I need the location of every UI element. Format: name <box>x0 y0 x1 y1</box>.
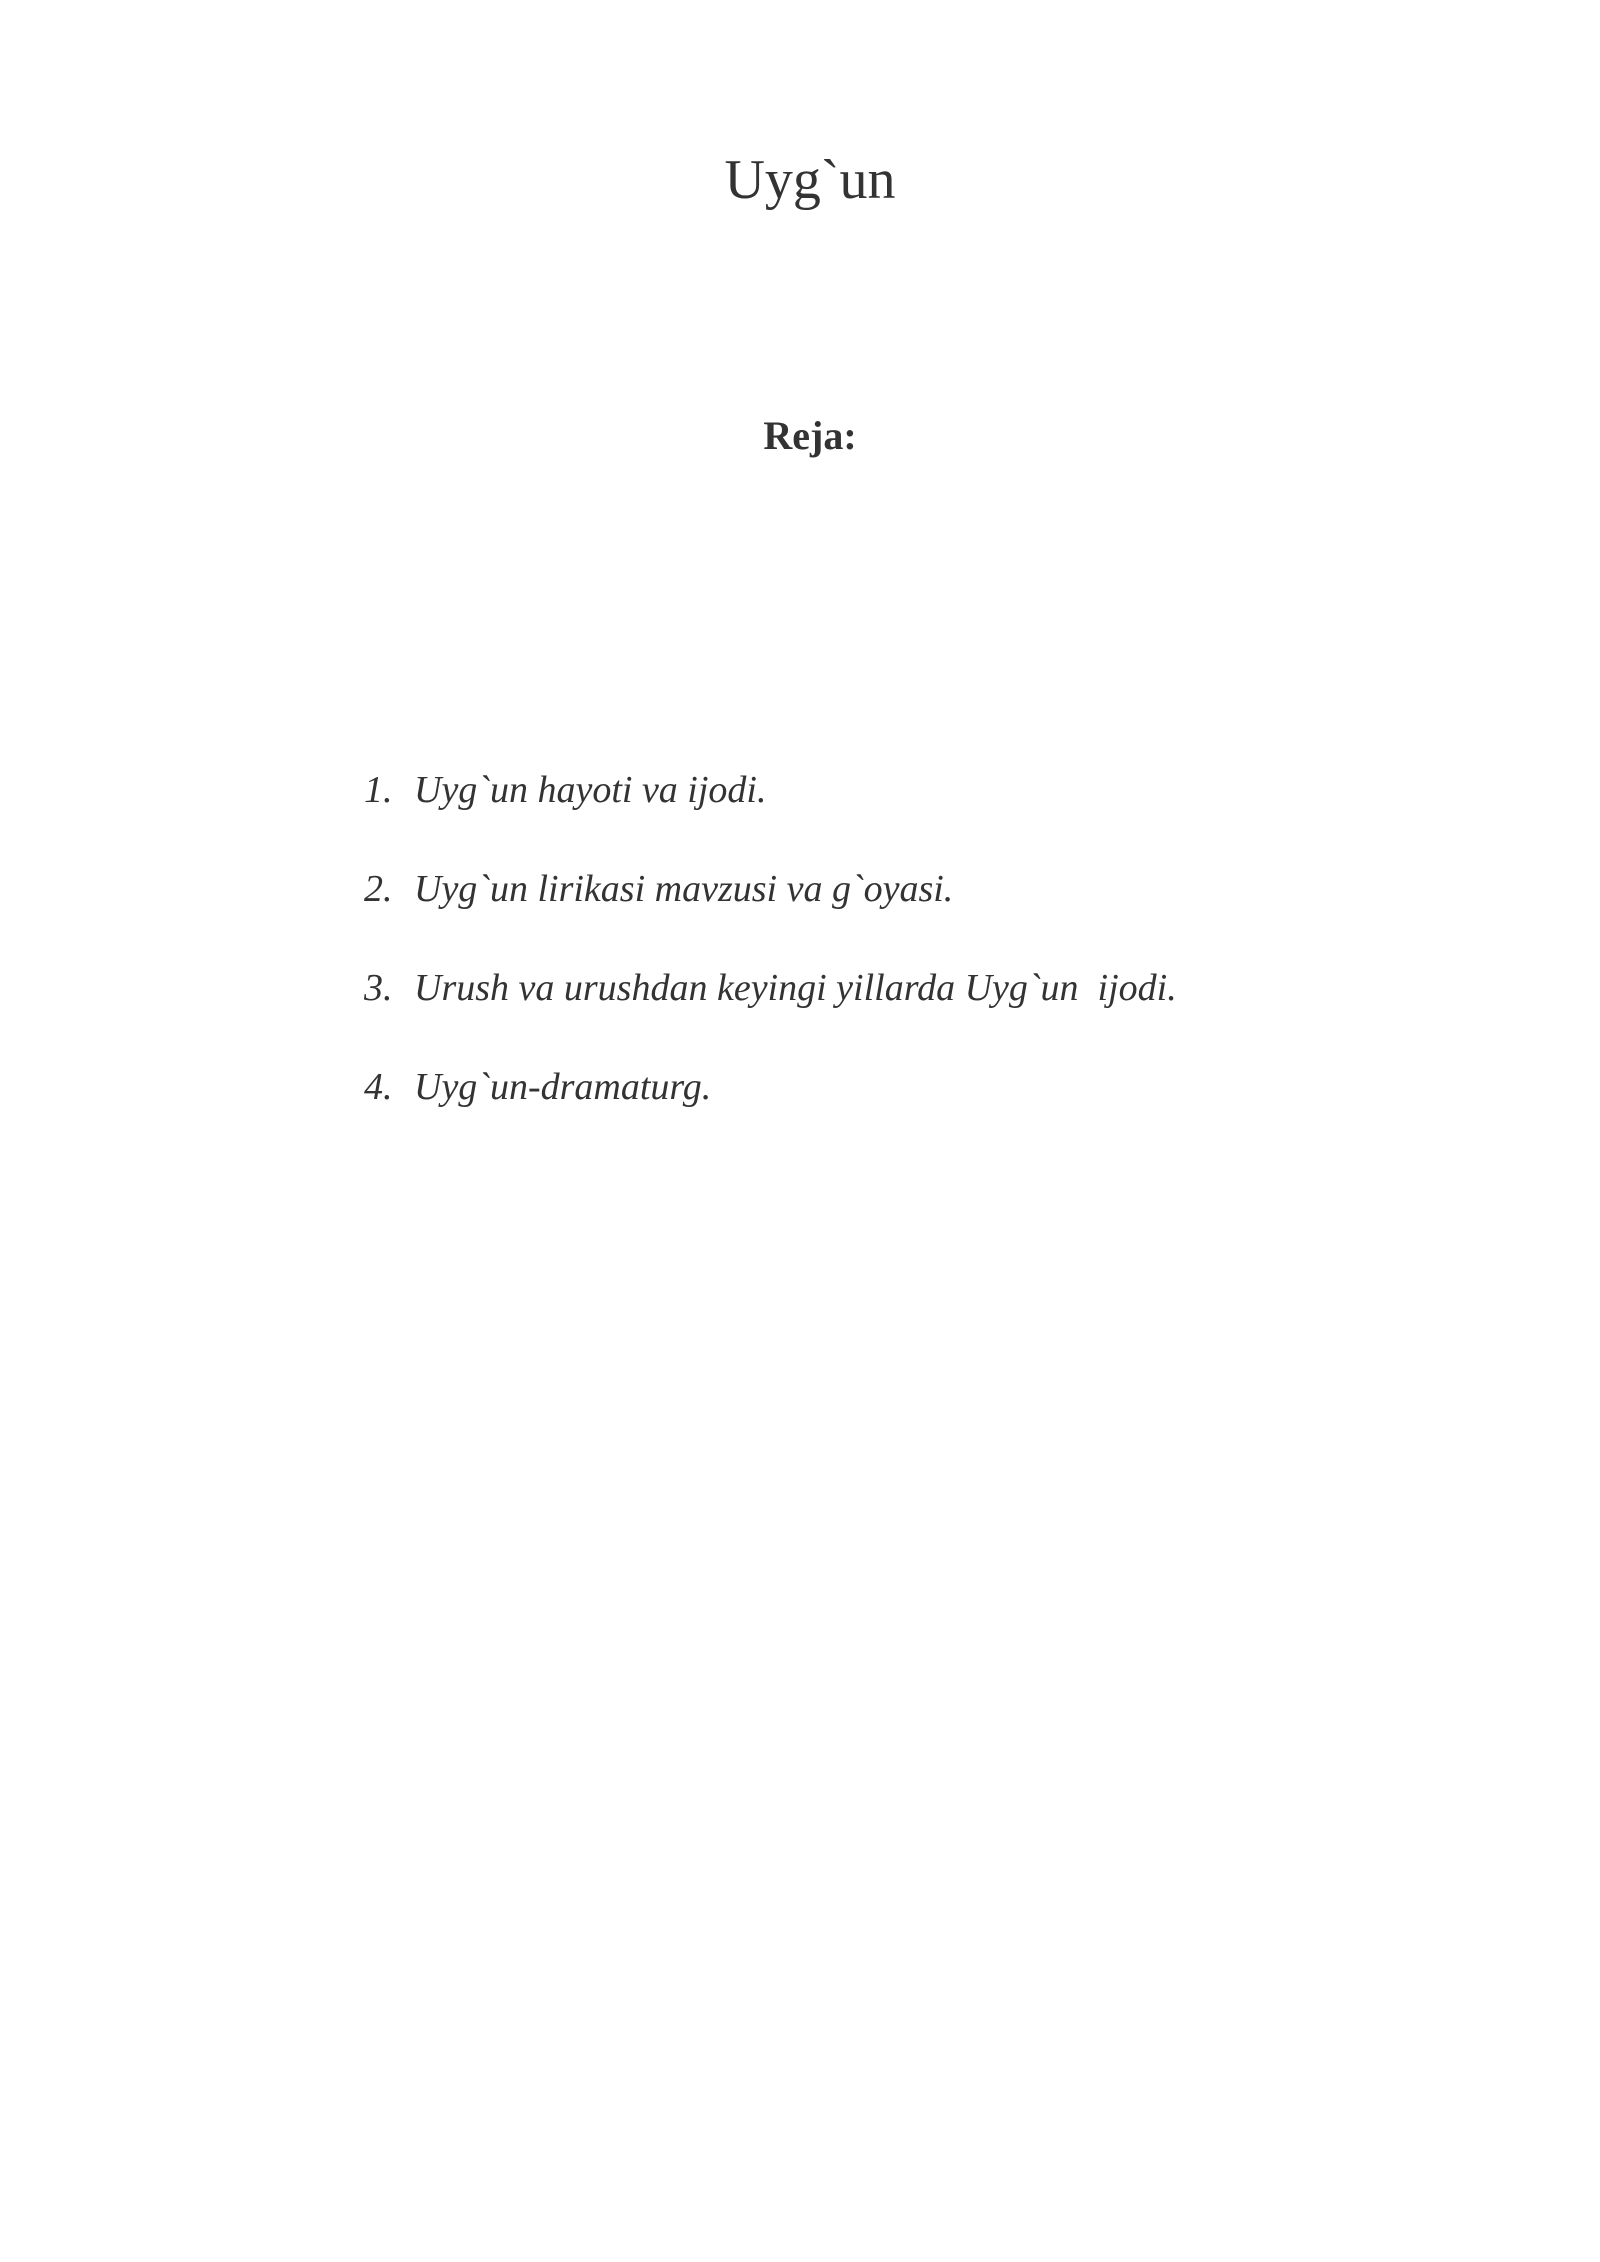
plan-list <box>326 733 1177 1129</box>
list-item-text: Uyg`un lirikasi mavzusi va g`oyasi. <box>414 868 954 910</box>
list-item-number: 2. <box>364 868 393 910</box>
list-item-text: Uyg`un-dramaturg. <box>414 1066 712 1108</box>
list-item <box>326 733 1177 832</box>
list-item-number: 4. <box>364 1066 393 1108</box>
page-title: Uyg`un <box>724 149 896 211</box>
list-item-number: 3. <box>364 967 393 1009</box>
list-item-text: Urush va urushdan keyingi yillarda Uyg`un ijodi. <box>414 967 1177 1009</box>
list-item <box>326 1030 1177 1129</box>
list-item <box>326 931 1177 1030</box>
list-item-text: Uyg`un hayoti va ijodi. <box>414 769 767 811</box>
list-item-number: 1. <box>364 769 393 811</box>
plan-heading: Reja: <box>763 413 857 458</box>
list-item <box>326 832 1177 931</box>
